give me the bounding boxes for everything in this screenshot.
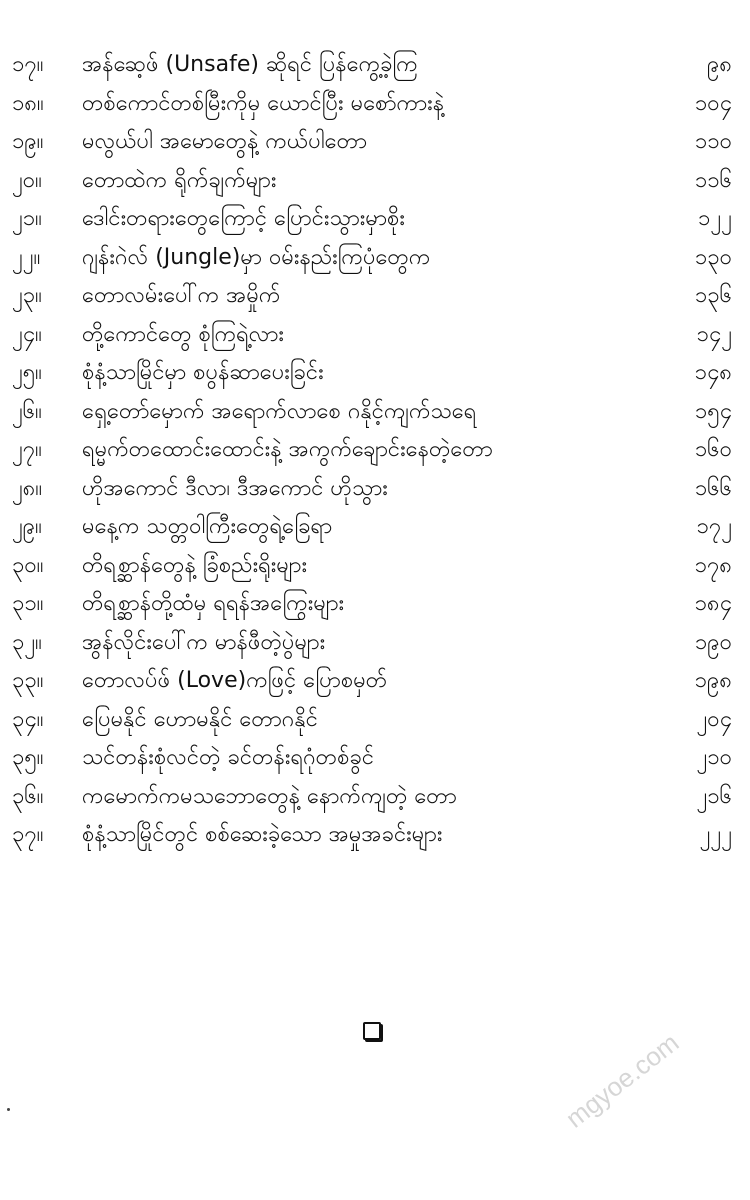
toc-entry-page-number: ၁၅၄: [694, 398, 732, 424]
toc-entry-page-number: ၁၄၈: [694, 360, 732, 385]
toc-entry-page-number: ၁၁၆: [694, 167, 732, 193]
toc-entry-title: ရှေ့တော်မှောက် အရောက်လာစေ ဂနိုင့်ကျက်သရေ: [82, 398, 477, 424]
toc-entry: [0, 123, 750, 162]
toc-entry-title: တောလမ်းပေါ်က အမှိုက်: [82, 283, 281, 308]
toc-entry: [0, 200, 750, 239]
toc-entry: [0, 277, 750, 316]
toc-entry-page-number: ၁၃၀: [694, 244, 732, 270]
toc-entry-page-number: ၁၁၀: [694, 129, 732, 154]
toc-entry-page-number: ၂၂၂: [699, 822, 732, 847]
toc-entry-title: မနေ့က သတ္တဝါကြီးတွေရဲ့ခြေရာ: [82, 514, 333, 539]
toc-entry-number: ၃၆။: [12, 783, 44, 809]
toc-entry-page-number: ၁၄၂: [696, 321, 732, 347]
toc-entry-title: ဒေါင်းတရားတွေကြောင့် ပြောင်းသွားမှာစိုး: [82, 206, 405, 231]
end-of-section-icon: [363, 1022, 381, 1040]
toc-entry-page-number: ၁၀၄: [694, 90, 732, 116]
toc-entry-page-number: ၁၂၂: [698, 206, 732, 231]
toc-entry-number: ၃၄။: [12, 706, 44, 732]
toc-entry-title: ပြေမနိုင် ဟောမနိုင် တောဂနိုင်: [82, 706, 318, 732]
toc-entry: [0, 431, 750, 470]
toc-entry: [0, 316, 750, 355]
toc-entry: [0, 662, 750, 701]
toc-entry-number: ၂၈။: [12, 475, 43, 501]
toc-entry-number: ၂၁။: [12, 206, 42, 231]
toc-entry-title: ကမောက်ကမသဘောတွေနဲ့ နောက်ကျတဲ့ တော: [82, 783, 457, 809]
toc-entry-number: ၁၉။: [12, 129, 44, 154]
toc-entry-page-number: ၂၁၀: [696, 745, 732, 770]
toc-entry-page-number: ၁၃၆: [694, 283, 732, 308]
toc-entry: [0, 547, 750, 586]
toc-entry-number: ၃၁။: [12, 591, 44, 616]
toc-entry-number: ၁၈။: [12, 90, 44, 116]
toc-entry-page-number: ၁၆၆: [694, 475, 732, 501]
toc-entry-number: ၃၇။: [12, 822, 44, 847]
toc-entry-number: ၁၇။: [12, 52, 44, 77]
toc-entry: [0, 778, 750, 817]
toc-entry-page-number: ၉၈: [707, 52, 732, 77]
watermark: mgyoe.com: [560, 1027, 685, 1134]
toc-entry-page-number: ၂၁၆: [696, 783, 732, 809]
toc-entry-number: ၂၆။: [12, 398, 42, 424]
toc-entry-number: ၂၅။: [12, 360, 42, 385]
toc-entry-title: တို့ကောင်တွေ စုံကြရဲ့လား: [82, 321, 284, 347]
toc-entry-number: ၂၃။: [12, 283, 42, 308]
toc-entry: [0, 739, 750, 778]
toc-entry-number: ၃၃။: [12, 668, 44, 693]
table-of-contents: [0, 46, 750, 855]
toc-entry-number: ၂၇။: [12, 437, 42, 462]
toc-entry-number: ၃၀။: [12, 552, 44, 578]
toc-entry-title: တစ်ကောင်တစ်မြီးကိုမှ ယောင်ပြီး မစော်ကားနဲ့: [82, 90, 445, 116]
toc-entry-title: ဟိုအကောင် ဒီလာ၊ ဒီအကောင် ဟိုသွား: [82, 475, 388, 501]
toc-entry: [0, 85, 750, 124]
toc-entry-title: စုံနံ့သာမြိုင်မှာ စပွန်ဆာပေးခြင်း: [82, 360, 324, 385]
toc-entry-title: တောလပ်ဖ် (Love)ကဖြင့် ပြောစမှတ်: [82, 668, 388, 693]
toc-entry-number: ၂၀။: [12, 167, 42, 193]
toc-entry: [0, 816, 750, 855]
toc-entry-title: အန်ဆေ့ဖ် (Unsafe) ဆိုရင် ပြန်ကွေ့ခဲ့ကြ: [82, 52, 418, 77]
toc-entry: [0, 508, 750, 547]
toc-entry-page-number: ၁၈၄: [694, 591, 732, 616]
toc-entry-title: ဂျန်းဂဲလ် (Jungle)မှာ ဝမ်းနည်းကြပုံတွေက: [82, 244, 431, 270]
toc-entry-page-number: ၂၀၄: [696, 706, 732, 732]
toc-entry-number: ၂၉။: [12, 514, 42, 539]
toc-entry-number: ၂၄။: [12, 321, 42, 347]
toc-entry: [0, 585, 750, 624]
toc-entry-number: ၃၂။: [12, 629, 42, 655]
toc-entry-title: ရမ္မက်တထောင်းထောင်းနဲ့ အကွက်ချောင်းနေတဲ့တော: [82, 437, 493, 462]
toc-entry-page-number: ၁၆၀: [694, 437, 732, 462]
toc-entry: [0, 701, 750, 740]
toc-entry: [0, 239, 750, 278]
toc-entry-title: တိရစ္ဆာန်တို့ထံမှ ရရန်အကြွေးများ: [82, 591, 345, 616]
toc-entry-page-number: ၁၉၈: [694, 668, 732, 693]
toc-entry: [0, 46, 750, 85]
toc-entry: [0, 162, 750, 201]
toc-entry: [0, 354, 750, 393]
toc-entry-number: ၂၂။: [12, 244, 41, 270]
toc-entry: [0, 624, 750, 663]
toc-entry-title: တောထဲက ရိုက်ချက်များ: [82, 167, 277, 193]
page-speck: [7, 1108, 10, 1111]
toc-entry-title: တိရစ္ဆာန်တွေနဲ့ ခြံစည်းရိုးများ: [82, 552, 308, 578]
toc-entry-title: သင်တန်းစုံလင်တဲ့ ခင်တန်းရဂုံတစ်ခွင်: [82, 745, 375, 770]
toc-entry-title: အွန်လိုင်းပေါ်က မာန်ဖီတဲ့ပွဲများ: [82, 629, 326, 655]
toc-entry-number: ၃၅။: [12, 745, 44, 770]
toc-entry-page-number: ၁၇၈: [694, 552, 732, 578]
toc-entry-title: စုံနံ့သာမြိုင်တွင် စစ်ဆေးခဲ့သော အမှုအခင်းများ: [82, 822, 443, 847]
toc-entry-title: မလွယ်ပါ အမောတွေနဲ့ ကယ်ပါတော: [82, 129, 368, 154]
toc-entry: [0, 470, 750, 509]
toc-entry: [0, 393, 750, 432]
toc-entry-page-number: ၁၇၂: [696, 514, 732, 539]
toc-entry-page-number: ၁၉၀: [694, 629, 732, 655]
